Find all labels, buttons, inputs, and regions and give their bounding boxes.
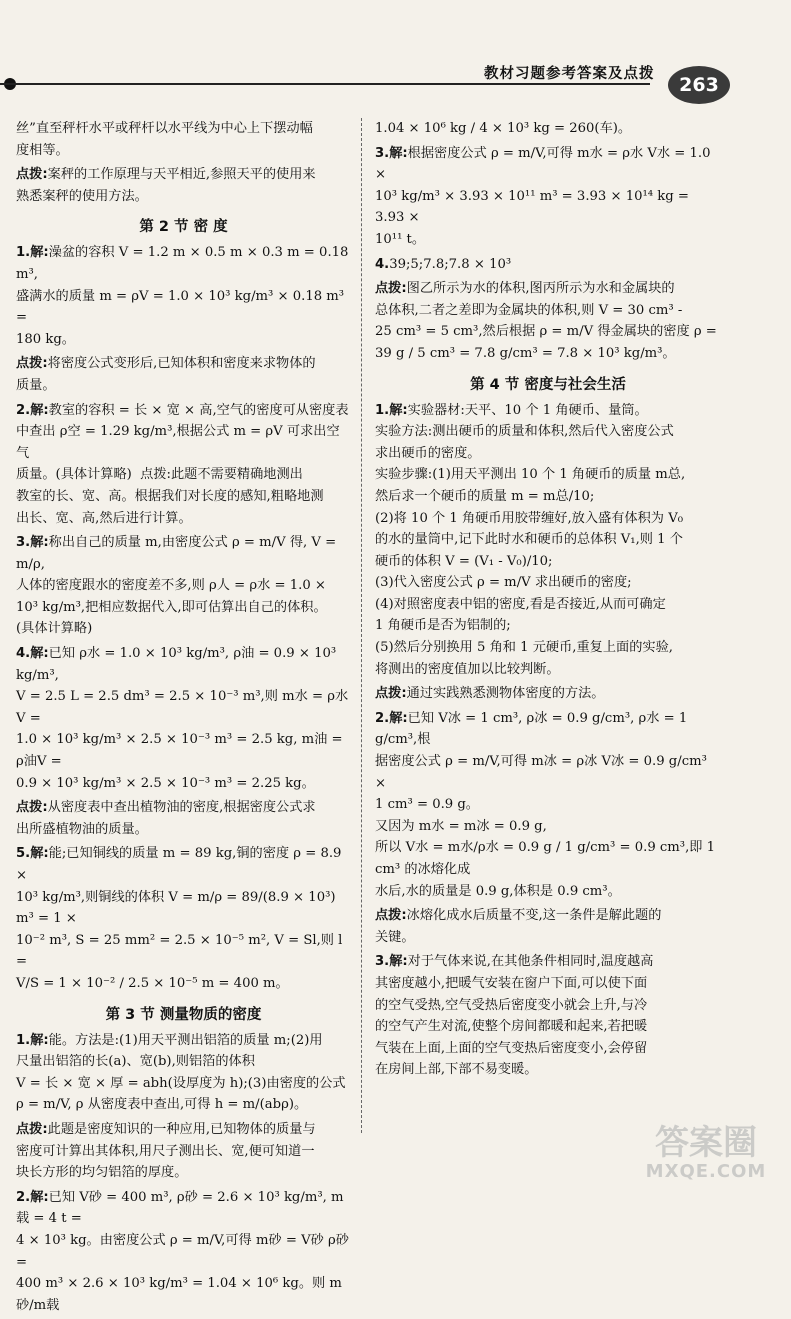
text-line (16, 164, 351, 186)
line-text: 将密度公式变形后,已知体积和密度来求物体的 (47, 356, 316, 372)
line-text: 对于气体来说,在其他条件相同时,温度越高 (407, 954, 654, 970)
answer-label: 解: (389, 954, 408, 970)
line-text: V/S = 1 × 10⁻² / 2.5 × 10⁻⁵ m = 400 m。 (16, 975, 289, 991)
line-text: (3)代入密度公式 ρ = m/V 求出硬币的密度; (375, 575, 632, 591)
line-text: 10³ kg/m³,把相应数据代入,即可估算出自己的体积。 (16, 599, 327, 615)
text-line (375, 464, 721, 486)
text-line (375, 143, 721, 186)
watermark-main: 答案圈 (655, 1123, 757, 1163)
text-line (16, 1162, 351, 1184)
line-text: 盛满水的质量 m = ρV = 1.0 × 10³ kg/m³ × 0.18 m³ = (16, 288, 349, 326)
line-text: 冰熔化成水后质量不变,这一条件是解此题的 (406, 908, 662, 924)
line-text: 教室的长、宽、高。根据我们对长度的感知,粗略地测 (16, 488, 324, 504)
text-line (375, 443, 721, 465)
line-text: 密度可计算出其体积,用尺子测出长、宽,便可知道一 (16, 1143, 315, 1159)
answer-label: 解: (30, 1189, 49, 1205)
line-text: 39;5;7.8;7.8 × 10³ (389, 256, 512, 272)
text-line (375, 927, 721, 949)
line-text: 已知 V砂 = 400 m³, ρ砂 = 2.6 × 10³ kg/m³, m载 = 4 t = (16, 1189, 344, 1227)
text-line (16, 1119, 351, 1141)
answer-item (16, 843, 351, 994)
tip-paragraph (375, 683, 721, 705)
text-line (16, 1187, 351, 1230)
line-text: V = 2.5 L = 2.5 dm³ = 2.5 × 10⁻³ m³,则 m水 = ρ水V = (16, 689, 349, 726)
text-line (16, 597, 351, 619)
text-line (375, 551, 721, 573)
text-line (16, 1273, 351, 1316)
line-text: 1.04 × 10⁶ kg / 4 × 10³ kg = 260(车)。 (375, 121, 632, 136)
line-text: 此题是密度知识的一种应用,已知物体的质量与 (47, 1121, 316, 1137)
line-text: 水后,水的质量是 0.9 g,体积是 0.9 cm³。 (375, 883, 621, 899)
text-line (16, 1073, 351, 1095)
text-line (16, 686, 351, 729)
text-line (16, 1051, 351, 1073)
text-line (16, 486, 351, 508)
line-text: 39 g / 5 cm³ = 7.8 g/cm³ = 7.8 × 10³ kg/m³。 (375, 345, 676, 361)
text-line (16, 797, 351, 819)
question-number: 2. (16, 402, 31, 418)
left-column (16, 118, 354, 1319)
line-text: 1 角硬币是否为铝制的; (375, 618, 511, 634)
text-line (16, 887, 351, 930)
answer-label: 解: (30, 245, 49, 261)
question-number: 3. (16, 535, 31, 551)
line-text: 根据密度公式 ρ = m/V,可得 m水 = ρ水 V水 = 1.0 × (375, 145, 715, 183)
text-line (375, 683, 721, 705)
line-text: 实验器材:天平、10 个 1 角硬币、量筒。 (407, 402, 648, 418)
text-line (16, 140, 351, 162)
line-text: 10³ kg/m³,则铜线的体积 V = m/ρ = 89/(8.9 × 10³) m³ = 1 × (16, 889, 340, 927)
line-text: 4 × 10³ kg。由密度公式 ρ = m/V,可得 m砂 = V砂 ρ砂 = (16, 1232, 354, 1270)
text-line (375, 300, 721, 322)
line-text: 总体积,二者之差即为金属块的体积,则 V = 30 cm³ - (375, 302, 683, 318)
text-line (375, 486, 721, 508)
line-text: 人体的密度跟水的密度差不多,则 ρ人 = ρ水 = 1.0 × (16, 578, 326, 594)
line-text: 实验方法:测出硬币的质量和体积,然后代入密度公式 (375, 424, 674, 440)
line-text: 称出自己的质量 m,由密度公式 ρ = m/V 得, V = m/ρ, (16, 535, 341, 572)
line-text: 据密度公式 ρ = m/V,可得 m冰 = ρ冰 V冰 = 0.9 g/cm³ × (375, 754, 712, 791)
text-line (16, 930, 351, 973)
answer-label: 解: (30, 646, 49, 662)
line-text: 通过实践熟悉测物体密度的方法。 (406, 686, 605, 702)
text-line (375, 529, 721, 551)
line-text: 180 kg。 (16, 331, 75, 347)
line-text: 能。方法是:(1)用天平测出铝箔的质量 m;(2)用 (48, 1032, 323, 1048)
tip-paragraph (16, 1119, 351, 1184)
text-line (16, 508, 351, 530)
answer-label: 解: (30, 846, 49, 862)
line-text: (5)然后分别换用 5 角和 1 元硬币,重复上面的实验, (375, 640, 673, 656)
line-text: 案秤的工作原理与天平相近,参照天平的使用来 (47, 167, 316, 183)
answer-item (16, 1187, 354, 1317)
tip-paragraph (16, 797, 351, 840)
line-text: 熟悉案秤的使用方法。 (16, 188, 148, 204)
watermark-url: MXQE.COM (645, 1161, 767, 1182)
tip-paragraph (16, 164, 351, 207)
line-text: 质量。 (16, 377, 56, 393)
line-text: 10³ kg/m³ × 3.93 × 10¹¹ m³ = 3.93 × 10¹⁴ kg = 3.93 × (375, 188, 694, 226)
text-line (16, 242, 351, 285)
question-number: 2. (16, 1189, 31, 1205)
text-line (16, 464, 351, 486)
line-text: 1 cm³ = 0.9 g。 (375, 797, 479, 813)
text-line (375, 421, 721, 443)
line-text: 已知 V冰 = 1 cm³, ρ冰 = 0.9 g/cm³, ρ水 = 1 g/cm³,根 (375, 710, 692, 748)
line-text: ρ = m/V, ρ 从密度表中查出,可得 h = m/(abρ)。 (16, 1097, 308, 1113)
line-text: 图乙所示为水的体积,图丙所示为水和金属块的 (406, 281, 675, 297)
text-line (375, 816, 721, 838)
line-text: 将测出的密度值加以比较判断。 (375, 661, 560, 677)
text-line (16, 575, 351, 597)
tip-label: 点拨: (375, 281, 407, 297)
line-text: 度相等。 (16, 142, 69, 158)
page-number-badge: 263 (668, 66, 730, 104)
line-text: (2)将 10 个 1 角硬币用胶带缠好,放入盛有体积为 V₀ (375, 510, 683, 526)
text-line (16, 773, 351, 795)
line-text: 求出硬币的密度。 (375, 445, 481, 461)
text-line (375, 615, 721, 637)
question-number: 4. (16, 646, 31, 662)
question-number: 4. (375, 256, 390, 272)
line-text: 澡盆的容积 V = 1.2 m × 0.5 m × 0.3 m = 0.18 m³, (16, 245, 353, 282)
text-paragraph (16, 118, 351, 161)
line-text: 尺量出铝箔的长(a)、宽(b),则铝箔的体积 (16, 1054, 255, 1070)
text-line (16, 1094, 351, 1116)
question-number: 1. (16, 245, 31, 261)
line-text: 硬币的体积 V = (V₁ - V₀)/10; (375, 553, 553, 569)
text-line (375, 254, 721, 276)
section-heading: 第 4 节 密度与社会生活 (470, 376, 626, 393)
line-text: 1.0 × 10³ kg/m³ × 2.5 × 10⁻³ m³ = 2.5 kg, m油 = ρ油V = (16, 732, 347, 770)
tip-label: 点拨: (16, 800, 48, 816)
text-line (16, 329, 351, 351)
text-line (375, 321, 721, 343)
text-line (375, 751, 721, 794)
text-line (375, 794, 721, 816)
question-number: 5. (16, 846, 31, 862)
section-heading: 第 3 节 测量物质的密度 (105, 1006, 262, 1023)
answer-item (375, 708, 721, 902)
answer-item (16, 242, 351, 350)
text-line (16, 1030, 351, 1052)
line-text: 中查出 ρ空 = 1.29 kg/m³,根据公式 m = ρV 可求出空气 (16, 424, 340, 461)
text-line (375, 508, 721, 530)
text-line (375, 973, 721, 995)
line-text: (具体计算略) (16, 621, 93, 637)
line-text: V = 长 × 宽 × 厚 = abh(设厚度为 h);(3)由密度的公式 (16, 1075, 346, 1091)
text-line (16, 729, 351, 772)
line-text: 10¹¹ t。 (375, 231, 426, 247)
site-watermark (635, 1124, 777, 1194)
question-number: 3. (375, 954, 390, 970)
text-line (16, 286, 351, 329)
line-text: 能;已知铜线的质量 m = 89 kg,铜的密度 ρ = 8.9 × (16, 846, 346, 883)
line-text: 10⁻² m³, S = 25 mm² = 2.5 × 10⁻⁵ m², V = Sl,则 l = (16, 932, 347, 970)
tip-label: 点拨: (16, 356, 48, 372)
text-line (375, 995, 721, 1017)
text-line (375, 278, 721, 300)
line-text: 块长方形的均匀铝箔的厚度。 (16, 1165, 188, 1181)
answer-label: 解: (30, 1032, 49, 1048)
answer-item (16, 400, 351, 530)
text-line (16, 353, 351, 375)
answer-item (16, 643, 351, 794)
text-line (375, 400, 721, 422)
line-text: (4)对照密度表中铝的密度,看是否接近,从而可确定 (375, 596, 666, 612)
tip-label: 点拨: (375, 686, 407, 702)
text-line (16, 819, 351, 841)
answer-label: 解: (389, 710, 408, 726)
line-text: 气装在上面,上面的空气变热后密度变小,会停留 (375, 1040, 648, 1056)
tip-paragraph (16, 353, 351, 396)
tip-paragraph (375, 905, 721, 948)
question-number: 1. (16, 1032, 31, 1048)
text-line (16, 643, 351, 686)
text-line (16, 118, 351, 140)
question-number: 2. (375, 710, 390, 726)
text-line (375, 572, 721, 594)
line-text: 0.9 × 10³ kg/m³ × 2.5 × 10⁻³ m³ = 2.25 kg。 (16, 775, 315, 791)
line-text: 的水的量筒中,记下此时水和硬币的总体积 V₁,则 1 个 (375, 532, 683, 548)
line-text: 又因为 m水 = m冰 = 0.9 g, (375, 818, 547, 834)
text-line (375, 881, 721, 903)
text-line (375, 594, 721, 616)
text-line (16, 421, 351, 464)
tip-label: 点拨: (375, 908, 407, 924)
answer-item (375, 143, 721, 251)
answer-item (16, 1030, 351, 1116)
text-line (16, 375, 351, 397)
running-header-title: 教材习题参考答案及点拨 (484, 66, 655, 82)
text-line (375, 637, 721, 659)
text-line (375, 951, 721, 973)
answer-item (375, 400, 721, 681)
line-text: 关键。 (375, 929, 415, 945)
answer-label: 解: (389, 402, 408, 418)
line-text: 然后求一个硬币的质量 m = m总/10; (375, 488, 595, 504)
line-text: 出所盛植物油的质量。 (16, 821, 148, 837)
text-line (375, 343, 721, 365)
answer-label: 解: (30, 535, 49, 551)
answer-item (16, 532, 351, 640)
line-text: 丝”直至秤杆水平或秤杆以水平线为中心上下摆动幅 (16, 121, 313, 136)
line-text: 400 m³ × 2.6 × 10³ kg/m³ = 1.04 × 10⁶ kg。则 m砂/m载 (16, 1276, 342, 1313)
line-text: 25 cm³ = 5 cm³,然后根据 ρ = m/V 得金属块的密度 ρ = (375, 324, 717, 340)
text-line (16, 618, 351, 640)
tip-paragraph (375, 278, 721, 364)
text-line (375, 229, 721, 251)
text-paragraph (375, 118, 721, 140)
text-line (16, 532, 351, 575)
text-line (16, 1230, 354, 1273)
text-line (375, 905, 721, 927)
column-divider (361, 118, 362, 1133)
text-line (16, 843, 351, 886)
right-column (375, 118, 721, 1084)
answer-label: 解: (389, 145, 408, 161)
line-text: 其密度越小,把暖气安装在窗户下面,可以使下面 (375, 975, 648, 991)
text-line (375, 1038, 721, 1060)
line-text: 出长、宽、高,然后进行计算。 (16, 510, 192, 526)
line-text: 的空气产生对流,使整个房间都暖和起来,若把暖 (375, 1019, 648, 1035)
line-text: 实验步骤:(1)用天平测出 10 个 1 角硬币的质量 m总, (375, 467, 686, 483)
line-text: 在房间上部,下部不易变暖。 (375, 1062, 538, 1078)
text-line (375, 1016, 721, 1038)
question-number: 3. (375, 145, 390, 161)
tip-label: 点拨: (16, 167, 48, 183)
answer-label: 解: (30, 402, 49, 418)
line-text: 的空气受热,空气受热后密度变小就会上升,与冷 (375, 997, 648, 1013)
line-text: 质量。(具体计算略) 点拨:此题不需要精确地测出 (16, 467, 303, 483)
answer-item (375, 254, 721, 276)
tip-label: 点拨: (16, 1121, 48, 1137)
text-line (16, 400, 351, 422)
line-text: 已知 ρ水 = 1.0 × 10³ kg/m³, ρ油 = 0.9 × 10³ kg/m³, (16, 646, 341, 683)
text-line (16, 973, 351, 995)
text-line (375, 708, 721, 751)
section-heading: 第 2 节 密 度 (139, 219, 228, 236)
text-line (16, 186, 351, 208)
text-line (375, 118, 721, 140)
line-text: 所以 V水 = m水/ρ水 = 0.9 g / 1 g/cm³ = 0.9 cm³,即 1 cm³ 的冰熔化成 (375, 840, 720, 877)
line-text: 教室的容积 = 长 × 宽 × 高,空气的密度可从密度表 (48, 402, 349, 418)
text-line (375, 1059, 721, 1081)
question-number: 1. (375, 402, 390, 418)
header-rule (0, 83, 650, 85)
text-line (375, 186, 721, 229)
text-line (375, 837, 721, 880)
text-line (16, 1141, 351, 1163)
text-line (375, 659, 721, 681)
line-text: 从密度表中查出植物油的密度,根据密度公式求 (47, 800, 316, 816)
answer-item (375, 951, 721, 1081)
